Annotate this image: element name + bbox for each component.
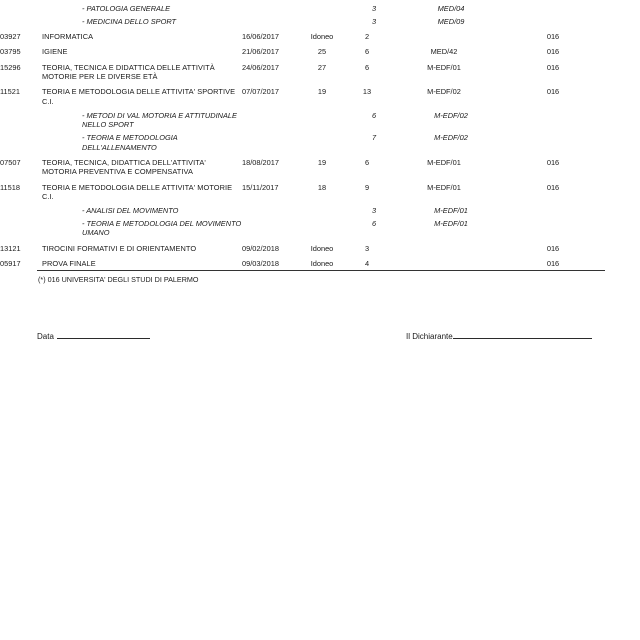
exam-code: 07507	[0, 157, 21, 167]
exam-date: 21/06/2017	[242, 47, 279, 57]
exam-cfu: 6	[364, 157, 370, 167]
exam-ateneo	[498, 130, 608, 152]
exam-date: 15/11/2017	[242, 182, 279, 192]
exam-ssd: M-EDF/02	[434, 133, 468, 143]
exam-date	[242, 202, 300, 216]
exam-row	[0, 177, 608, 202]
exam-name: - TEORIA E METODOLOGIA DEL MOVIMENTO UMANO	[82, 218, 242, 238]
exam-ateneo	[498, 107, 608, 130]
exam-row	[0, 42, 608, 57]
exam-date: 09/03/2018	[242, 258, 279, 268]
exam-ateneo: 016	[546, 258, 560, 268]
exam-table-body	[0, 0, 608, 268]
exam-date	[242, 107, 300, 130]
exam-name: TEORIA E METODOLOGIA DELLE ATTIVITA' SPORTIVE C.I.	[42, 87, 236, 106]
exam-sub-row	[0, 107, 608, 130]
exam-code	[0, 107, 42, 130]
exam-grade: 19	[317, 87, 327, 97]
exam-name: TEORIA, TECNICA E DIDATTICA DELLE ATTIVITÀ MOTORIE PER LE DIVERSE ETÀ	[42, 62, 215, 82]
exam-grade: 18	[317, 182, 327, 192]
exam-grade	[300, 202, 344, 216]
exam-ssd: M-EDF/01	[427, 157, 461, 167]
date-signature-field	[37, 330, 150, 341]
exam-cfu: 6	[364, 47, 370, 57]
exam-date: 07/07/2017	[242, 87, 279, 97]
exam-code	[0, 0, 42, 14]
exam-code: 13121	[0, 243, 21, 253]
exam-date	[242, 216, 300, 238]
exam-grade: 19	[317, 157, 327, 167]
exam-ssd: M-EDF/02	[434, 110, 468, 120]
exam-ateneo: 016	[546, 243, 560, 253]
exam-grade	[300, 0, 344, 14]
exam-ateneo: 016	[546, 157, 560, 167]
exam-cfu: 2	[364, 32, 370, 42]
exam-name: - TEORIA E METODOLOGIA DELL'ALLENAMENTO	[82, 133, 178, 152]
exam-ssd: M-EDF/01	[434, 206, 468, 215]
exam-cfu: 3	[371, 16, 377, 26]
exam-code: 15296	[0, 62, 21, 72]
exam-cfu: 13	[362, 87, 372, 97]
exam-cfu: 4	[364, 258, 370, 268]
exam-name: - PATOLOGIA GENERALE	[82, 4, 171, 14]
exam-row	[0, 253, 608, 268]
exam-code: 03927	[0, 32, 21, 42]
exam-grade	[300, 130, 344, 152]
declarant-blank-line[interactable]	[453, 330, 592, 339]
exam-row	[0, 238, 608, 253]
exam-name: TIROCINI FORMATIVI E DI ORIENTAMENTO	[42, 243, 197, 253]
exam-sub-row	[0, 14, 608, 27]
exam-cfu: 9	[364, 182, 370, 192]
exam-ssd	[390, 253, 498, 268]
exam-name: - METODI DI VAL MOTORIA E ATTITUDINALE NELLO SPORT	[82, 110, 237, 130]
exam-grade: 25	[317, 47, 327, 57]
exam-ateneo: 016	[546, 182, 560, 192]
exam-cfu: 6	[371, 218, 377, 228]
exam-ateneo: 016	[546, 32, 560, 42]
exam-ssd: M-EDF/01	[427, 182, 461, 192]
exam-name: PROVA FINALE	[42, 258, 96, 268]
exam-code	[0, 130, 42, 152]
exam-ateneo: 016	[546, 87, 560, 97]
exam-grade: 27	[317, 62, 327, 72]
declarant-signature-field	[406, 330, 592, 341]
exam-table-container	[0, 0, 640, 268]
exam-name: - MEDICINA DELLO SPORT	[82, 16, 177, 26]
date-blank-line[interactable]	[57, 330, 150, 339]
exam-table	[0, 0, 608, 268]
exam-code	[0, 216, 42, 238]
exam-code: 11518	[0, 182, 21, 192]
exam-grade: Idoneo	[310, 32, 334, 42]
exam-name: TEORIA E METODOLOGIA DELLE ATTIVITA' MOTORIE C.I.	[42, 182, 233, 202]
exam-grade	[300, 14, 344, 27]
exam-name: - ANALISI DEL MOVIMENTO	[82, 206, 179, 215]
exam-ateneo: 016	[546, 47, 560, 57]
exam-grade: Idoneo	[310, 243, 334, 253]
exam-ssd	[390, 27, 498, 42]
exam-date	[242, 0, 300, 14]
exam-ssd: M-EDF/01	[427, 62, 461, 72]
declarant-label: Il Dichiarante	[406, 332, 453, 341]
exam-row	[0, 152, 608, 177]
exam-cfu: 3	[371, 4, 377, 14]
exam-grade	[300, 216, 344, 238]
exam-date: 16/06/2017	[242, 32, 279, 42]
exam-cfu: 6	[364, 62, 370, 72]
exam-ssd: M-EDF/01	[434, 218, 468, 228]
exam-date: 18/08/2017	[242, 157, 279, 167]
exam-grade: Idoneo	[310, 258, 334, 268]
exam-date	[242, 130, 300, 152]
ateneo-legend: (*) 016 UNIVERSITA' DEGLI STUDI DI PALERMO	[38, 275, 199, 284]
exam-row	[0, 82, 608, 107]
date-label: Data	[37, 332, 54, 341]
exam-code	[0, 202, 42, 216]
exam-ssd	[390, 238, 498, 253]
exam-date: 09/02/2018	[242, 243, 279, 253]
exam-code: 03795	[0, 47, 21, 57]
exam-sub-row	[0, 130, 608, 152]
exam-sub-row	[0, 202, 608, 216]
exam-cfu: 3	[371, 206, 377, 215]
exam-ateneo: 016	[546, 62, 560, 72]
exam-code: 05917	[0, 258, 21, 268]
exam-code	[0, 14, 42, 27]
exam-date	[242, 14, 300, 27]
exam-name: TEORIA, TECNICA, DIDATTICA DELL'ATTIVITA' MOTORIA PREVENTIVA E COMPENSATIVA	[42, 157, 206, 177]
footer-divider	[37, 270, 605, 271]
exam-ateneo	[498, 216, 608, 238]
exam-date: 24/06/2017	[242, 62, 279, 72]
exam-ssd: MED/09	[437, 16, 465, 26]
exam-ssd: MED/04	[437, 4, 465, 14]
exam-cfu: 7	[371, 133, 377, 143]
exam-cfu: 6	[371, 110, 377, 120]
exam-code: 11521	[0, 87, 21, 97]
exam-ssd: M-EDF/02	[427, 87, 461, 97]
exam-row	[0, 27, 608, 42]
exam-ateneo	[498, 0, 608, 14]
exam-name: IGIENE	[42, 47, 68, 57]
exam-name: INFORMATICA	[42, 32, 94, 42]
exam-ateneo	[498, 202, 608, 216]
exam-grade	[300, 107, 344, 130]
exam-row	[0, 57, 608, 82]
signature-row	[0, 330, 640, 344]
exam-ateneo	[498, 14, 608, 27]
exam-cfu: 3	[364, 243, 370, 253]
exam-sub-row	[0, 0, 608, 14]
exam-sub-row	[0, 216, 608, 238]
exam-ssd: MED/42	[430, 47, 458, 57]
